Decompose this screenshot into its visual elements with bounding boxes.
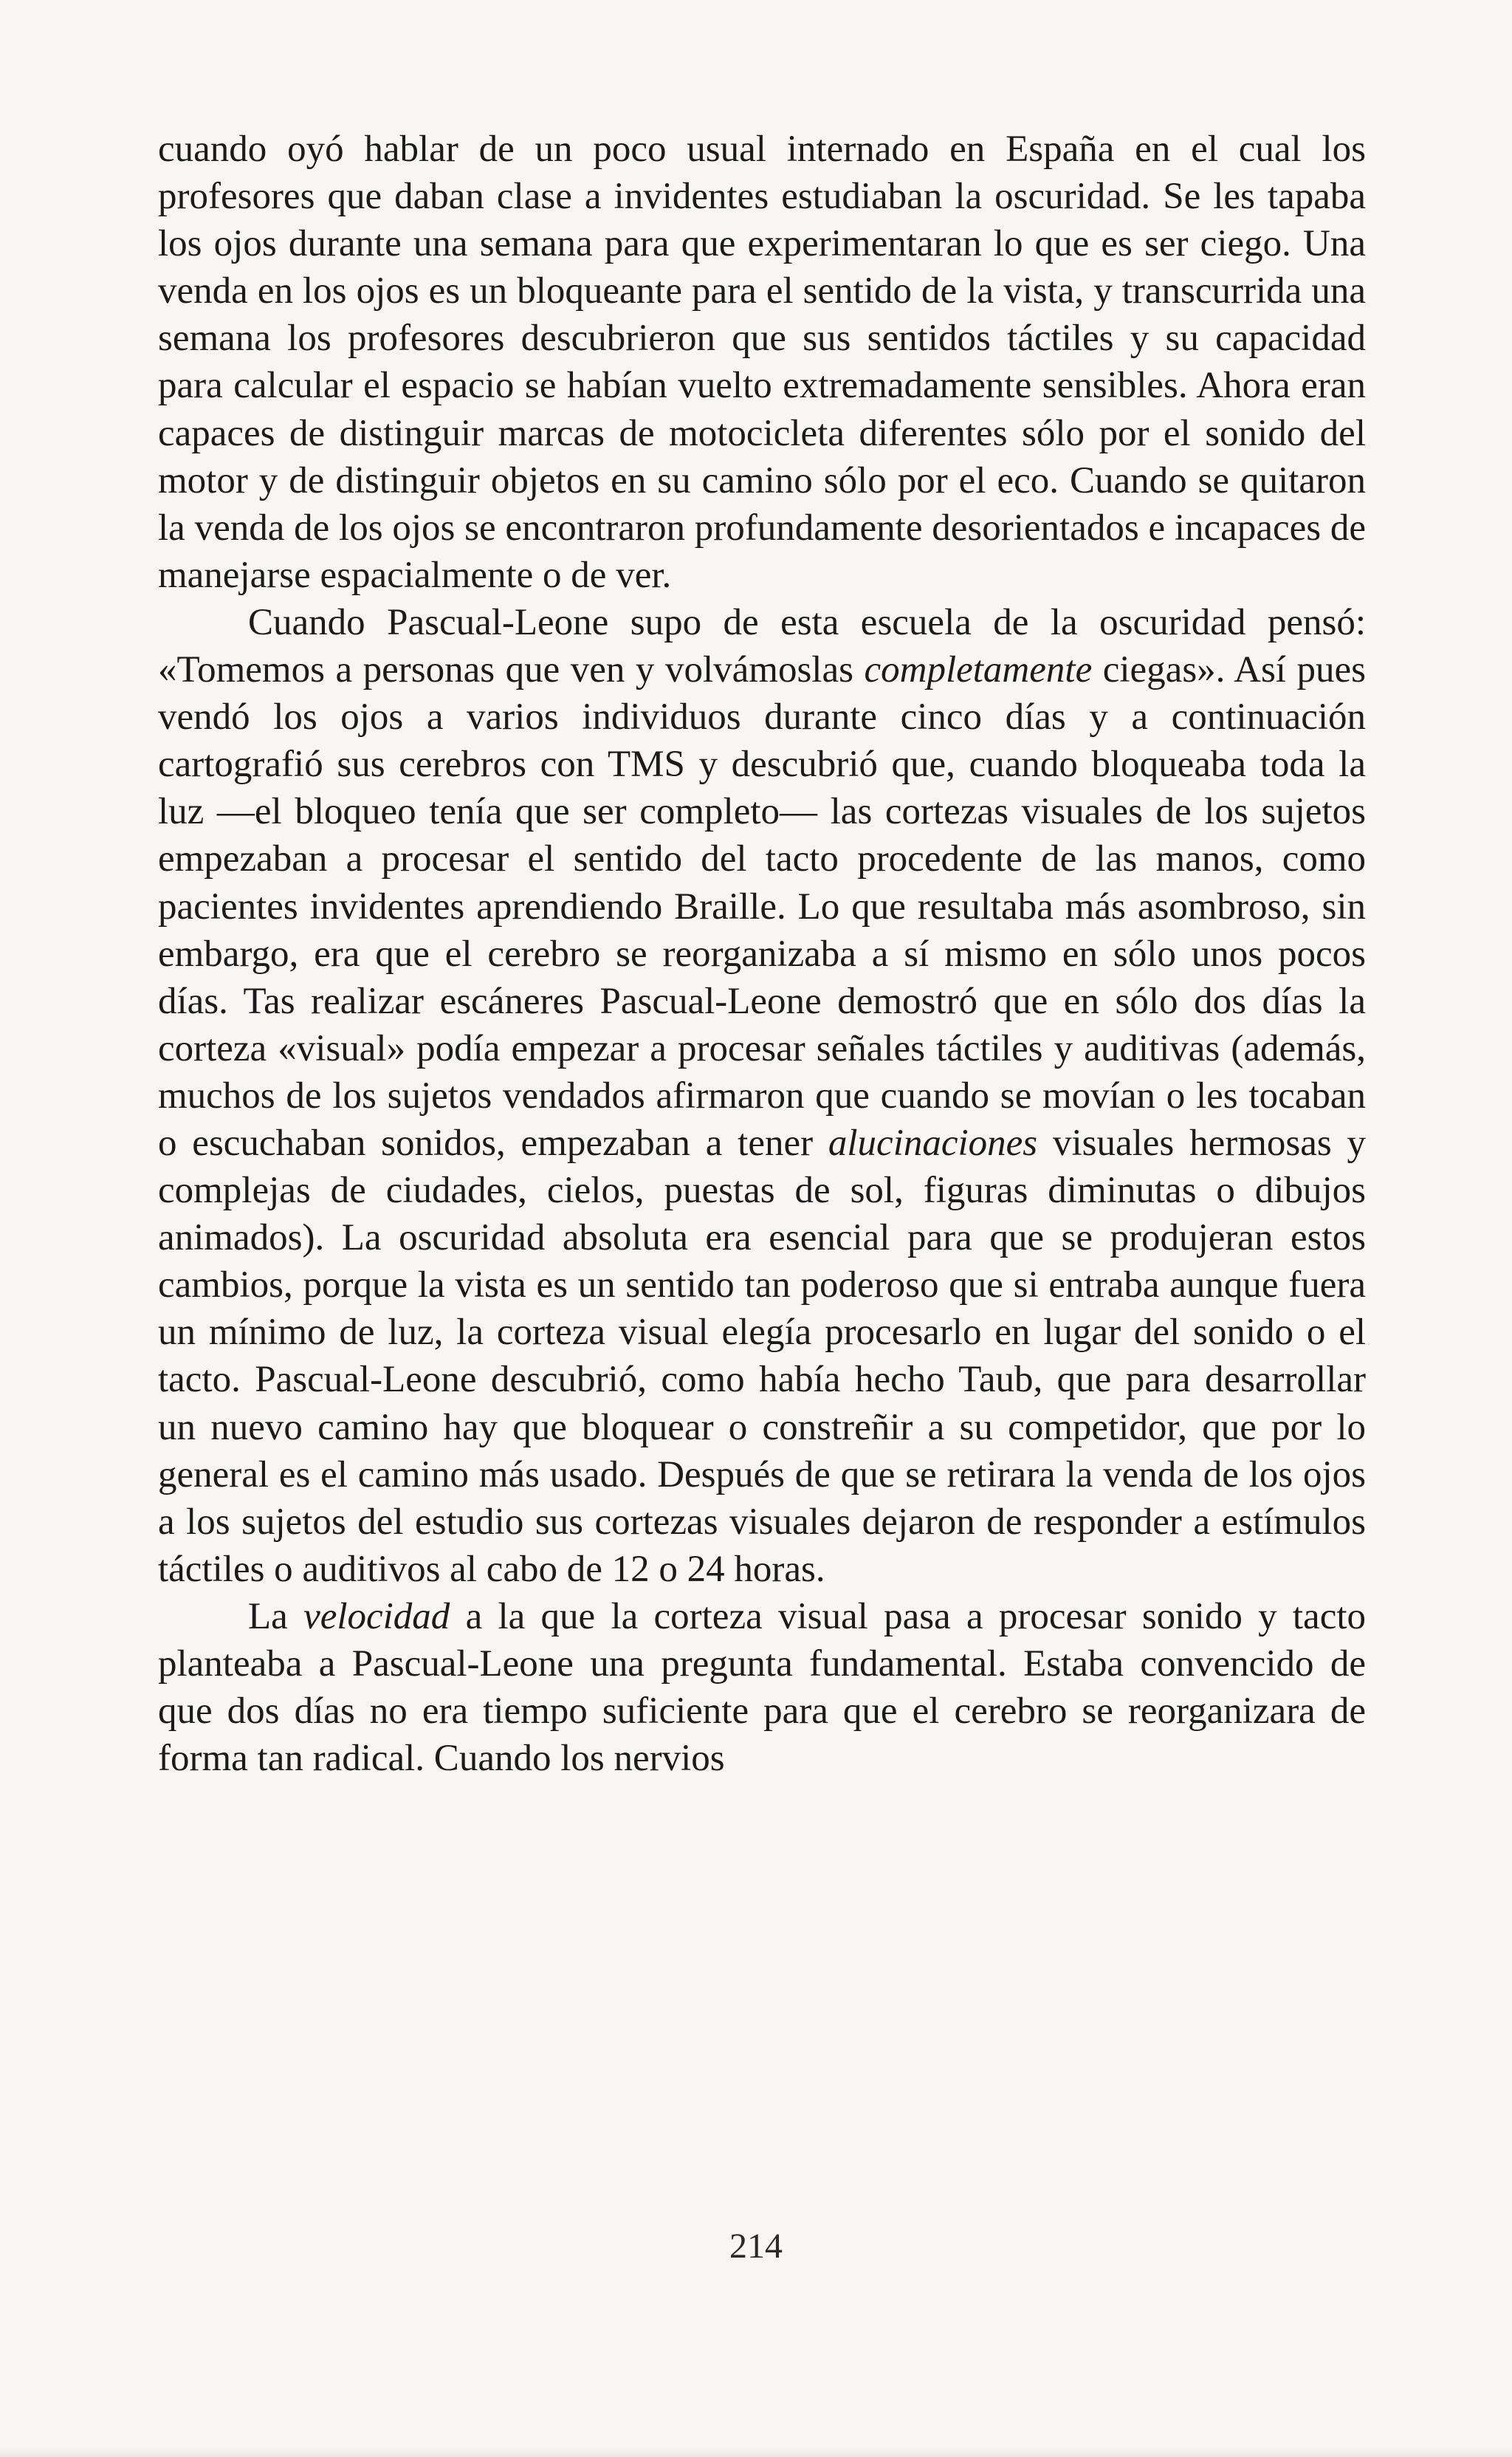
- paragraph: [158, 1593, 1366, 1782]
- body-text: [158, 126, 1366, 1782]
- page-edge-shadow: [0, 2447, 1512, 2457]
- text-run: ciegas». Así pues vendó los ojos a varios individuos durante cinco días y a continuación cartografió sus cerebros con TMS y descubrió que, cuando bloqueaba toda la luz —el bloqueo tenía que ser completo— las cortezas visuales de los sujetos empezaban a procesar el sentido del tacto procedente de las manos, como pacientes invidentes aprendiendo Braille. Lo que resultaba más asombroso, sin embargo, era que el cerebro se reorganizaba a sí mismo en sólo unos pocos días. Tas realizar escáneres Pascual-Leone demostró que en sólo dos días la corteza «visual» podía empezar a procesar señales táctiles y auditivas (además, muchos de los sujetos vendados afirmaron que cuando se movían o les tocaban o escuchaban sonidos, empezaban a tener: [158, 649, 1366, 1164]
- italic-text: alucinaciones: [828, 1122, 1038, 1164]
- text-run: cuando oyó hablar de un poco usual internado en España en el cual los profesores que daban clase a invidentes estudiaban la oscuridad. Se les tapaba los ojos durante una semana para que experimentaran lo que es ser ciego. Una venda en los ojos es un bloqueante para el sentido de la vista, y transcurrida una semana los profesores descubrieron que sus sentidos táctiles y su capacidad para calcular el espacio se habían vuelto extremadamente sensibles. Ahora eran capaces de distinguir marcas de motocicleta diferentes sólo por el sonido del motor y de distinguir objetos en su camino sólo por el eco. Cuando se quitaron la venda de los ojos se encontraron profundamente desorientados e incapaces de manejarse espacialmente o de ver.: [158, 128, 1366, 596]
- italic-text: velocidad: [303, 1595, 450, 1637]
- text-run: Cuando Pascual-Leone supo de esta escuela de la oscuridad pensó: «Tomemos a personas que ven y volvámoslas: [158, 601, 1366, 691]
- text-run: visuales hermosas y complejas de ciudades, cielos, puestas de sol, figuras diminutas o dibujos animados). La oscuridad absoluta era esencial para que se produjeran estos cambios, porque la vista es un sentido tan poderoso que si entraba aunque fuera un mínimo de luz, la corteza visual elegía procesarlo en lugar del sonido o el tacto. Pascual-Leone descubrió, como había hecho Taub, que para desarrollar un nuevo camino hay que bloquear o constreñir a su competidor, que por lo general es el camino más usado. Después de que se retirara la venda de los ojos a los sujetos del estudio sus cortezas visuales dejaron de responder a estímulos táctiles o auditivos al cabo de 12 o 24 horas.: [158, 1122, 1366, 1590]
- italic-text: completamente: [864, 649, 1093, 691]
- text-run: a la que la corteza visual pasa a procesar sonido y tacto planteaba a Pascual-Leone una pregunta fundamental. Estaba convencido de que dos días no era tiempo suficiente para que el cerebro se reorganizara de forma tan radical. Cuando los nervios: [158, 1595, 1366, 1780]
- paragraph: [158, 599, 1366, 1593]
- paragraph: [158, 126, 1366, 599]
- page-number: 214: [729, 2227, 783, 2266]
- text-run: La: [248, 1595, 304, 1637]
